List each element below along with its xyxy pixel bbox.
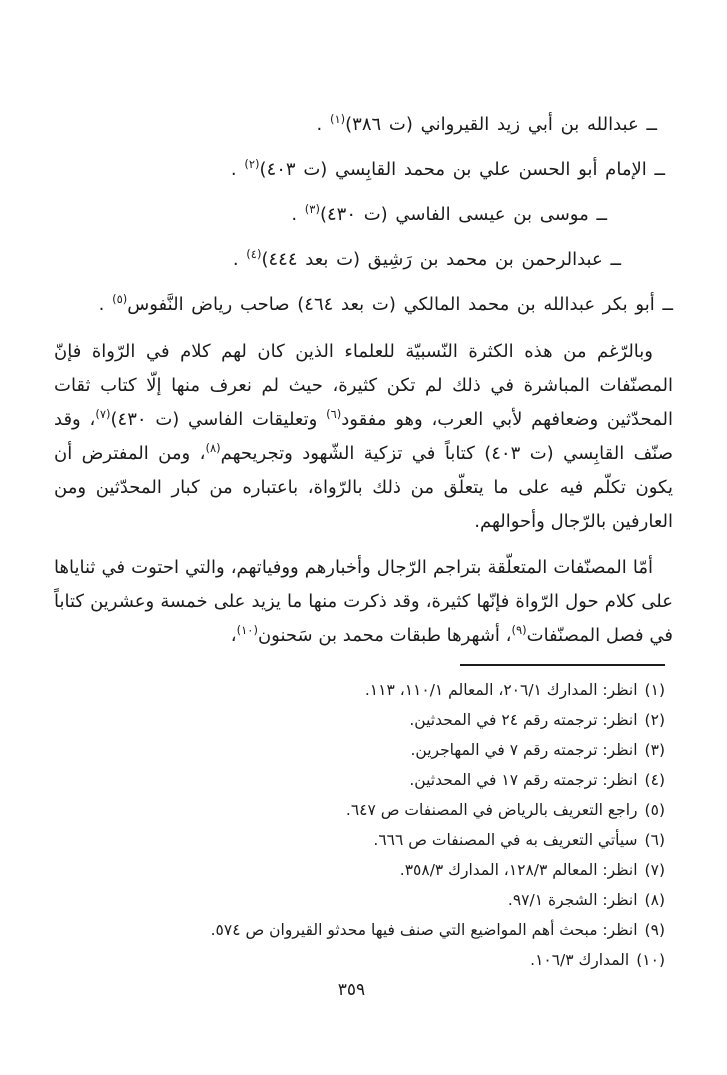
footnote-ref: (٥) xyxy=(112,292,128,306)
list-item xyxy=(54,102,673,147)
footnote-text: المدارك ١٠٦/٣. xyxy=(530,951,630,969)
footnote xyxy=(54,825,673,855)
list-item xyxy=(54,192,673,237)
footnote-marker: (١٠) xyxy=(636,951,665,969)
paragraph-biographical-works xyxy=(54,551,673,653)
footnote-ref: (٧) xyxy=(95,407,111,421)
footnote-marker: (٤) xyxy=(644,771,665,789)
footnote-text: انظر: المعالم ١٢٨/٣، المدارك ٣٥٨/٣. xyxy=(399,861,638,879)
list-item xyxy=(54,147,673,192)
footnote xyxy=(54,675,673,705)
footnote-divider xyxy=(460,664,665,666)
footnote-ref: (٣) xyxy=(304,202,320,216)
footnote-ref: (٤) xyxy=(246,247,262,261)
paragraph-direct-works xyxy=(54,335,673,539)
paragraph-text: ، وقد صنّف القابِسي (ت ٤٠٣) كتاباً في تزكية الشّهود وتجريحهم xyxy=(54,409,674,464)
paragraph-text: أمّا المصنّفات المتعلّقة بتراجم الرّجال وأخبارهم ووفياتهم، والتي احتوت في ثناياها على كلام حول الرّواة فإنّها كثيرة، وقد ذكرت منها ما يزيد على خمسة وعشرين كتاباً في فصل المصنّفات xyxy=(54,557,673,646)
paragraph-text: ، أشهرها طبقات محمد بن سَحنون xyxy=(257,625,512,646)
footnote-marker: (٩) xyxy=(644,921,665,939)
footnote xyxy=(54,795,673,825)
footnote-marker: (٥) xyxy=(644,801,665,819)
footnote-marker: (٧) xyxy=(644,861,665,879)
list-item-text: ــ أبو بكر عبدالله بن محمد المالكي (ت بعد ٤٦٤) صاحب رياض النَّفوس xyxy=(127,294,673,315)
page-number: ٣٥٩ xyxy=(337,980,366,1000)
scholar-list xyxy=(54,0,673,327)
footnote-marker: (٦) xyxy=(644,831,665,849)
footnote-ref: (٦) xyxy=(326,407,342,421)
list-item-period: . xyxy=(291,204,305,225)
footnotes-section xyxy=(54,656,673,975)
footnote xyxy=(54,855,673,885)
footnote-ref: (٢) xyxy=(244,157,260,171)
footnote-text: انظر: الشجرة ٩٧/١. xyxy=(507,891,638,909)
list-item-period: . xyxy=(98,294,113,315)
footnote-ref: (١) xyxy=(329,112,346,126)
footnote-marker: (٣) xyxy=(644,741,665,759)
list-item-period: . xyxy=(316,114,330,135)
footnote-text: راجع التعريف بالرياض في المصنفات ص ٦٤٧. xyxy=(345,801,638,819)
list-item-text: ــ عبدالله بن أبي زيد القيرواني (ت ٣٨٦) xyxy=(345,114,657,135)
footnote xyxy=(54,705,673,735)
list-item-text: ــ موسى بن عيسى الفاسي (ت ٤٣٠) xyxy=(319,204,607,225)
list-item-text: ــ عبدالرحمن بن محمد بن رَشِيق (ت بعد ٤٤٤) xyxy=(261,249,621,270)
footnote xyxy=(54,735,673,765)
footnote-text: انظر: مبحث أهم المواضيع التي صنف فيها محدثو القيروان ص ٥٧٤. xyxy=(210,921,638,939)
footnote-text: سيأتي التعريف به في المصنفات ص ٦٦٦. xyxy=(373,831,638,849)
list-item-period: . xyxy=(232,249,247,270)
footnote-text: انظر: ترجمته رقم ٢٤ في المحدثين. xyxy=(409,711,638,729)
paragraph-text: وبالرّغم من هذه الكثرة النّسبيّة للعلماء الذين كان لهم كلام في الرّواة فإنّ المصنّفات المباشرة في ذلك لم تكن كثيرة، حيث لم نعرف منها إلّا كتاب ثقات المحدّثين وضعافهم لأبي العرب، وهو مفقود xyxy=(54,341,674,430)
list-item-text: ــ الإمام أبو الحسن علي بن محمد القابِسي (ت ٤٠٣) xyxy=(259,159,665,180)
footnote-marker: (١) xyxy=(644,681,665,699)
paragraph-text: ، xyxy=(230,625,237,646)
footnote xyxy=(54,765,673,795)
paragraph-text: وتعليقات الفاسي (ت ٤٣٠) xyxy=(110,409,327,430)
footnote-marker: (٨) xyxy=(644,891,665,909)
footnote-marker: (٢) xyxy=(644,711,665,729)
footnote xyxy=(54,945,673,975)
page-content xyxy=(54,0,673,653)
footnote-text: انظر: ترجمته رقم ٧ في المهاجرين. xyxy=(410,741,638,759)
footnote-ref: (١٠) xyxy=(236,623,258,637)
list-item xyxy=(54,237,673,282)
list-item-period: . xyxy=(230,159,245,180)
footnote-text: انظر: المدارك ٢٠٦/١، المعالم ١١٠/١، ١١٣. xyxy=(364,681,638,699)
footnote-text: انظر: ترجمته رقم ١٧ في المحدثين. xyxy=(409,771,638,789)
footnotes-list xyxy=(54,675,673,975)
footnote-ref: (٩) xyxy=(511,623,527,637)
list-item xyxy=(54,282,673,327)
footnote-ref: (٨) xyxy=(205,441,221,455)
footnote xyxy=(54,915,673,945)
paragraph-text: ، ومن المفترض أن يكون تكلّم فيه على ما يتعلّق من ذلك بالرّواة، باعتباره من كبار المحدّثين ومن العارفين بالرّجال وأحوالهم. xyxy=(54,443,673,532)
footnote xyxy=(54,885,673,915)
